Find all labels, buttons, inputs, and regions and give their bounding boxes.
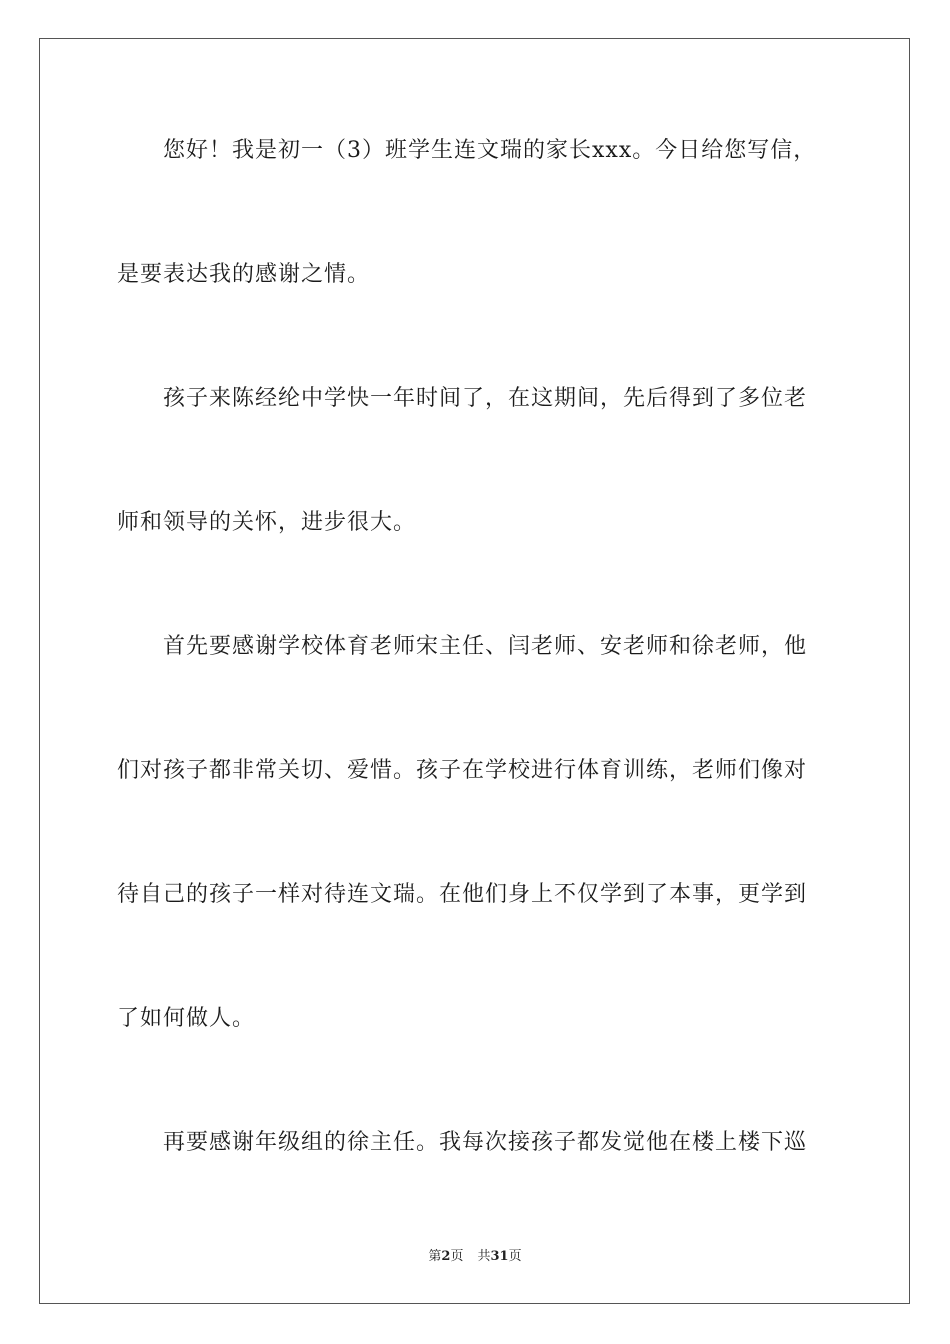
paragraph-3-line-1: 首先要感谢学校体育老师宋主任、闫老师、安老师和徐老师，他 (163, 634, 808, 659)
paragraph-1-line-1: 您好！我是初一（3）班学生连文瑞的家长xxx。今日给您写信， (163, 138, 817, 163)
footer-total-suffix: 页 (508, 1249, 522, 1264)
page-border (39, 38, 910, 1304)
paragraph-2-line-1: 孩子来陈经纶中学快一年时间了，在这期间，先后得到了多位老 (163, 386, 808, 411)
page-footer (0, 1248, 950, 1266)
footer-page-prefix: 第 (428, 1249, 442, 1264)
paragraph-3-line-3: 待自己的孩子一样对待连文瑞。在他们身上不仅学到了本事，更学到 (117, 882, 808, 907)
paragraph-1-line-2: 是要表达我的感谢之情。 (117, 262, 371, 287)
footer-total-number: 31 (490, 1249, 509, 1264)
paragraph-2-line-2: 师和领导的关怀，进步很大。 (117, 510, 417, 535)
paragraph-4-line-1: 再要感谢年级组的徐主任。我每次接孩子都发觉他在楼上楼下巡 (163, 1130, 808, 1155)
paragraph-3-line-4: 了如何做人。 (117, 1006, 256, 1031)
footer-page-number: 2 (441, 1249, 451, 1264)
footer-total-prefix: 共 (477, 1249, 491, 1264)
footer-page-suffix: 页 (450, 1249, 464, 1264)
paragraph-3-line-2: 们对孩子都非常关切、爱惜。孩子在学校进行体育训练，老师们像对 (117, 758, 808, 783)
